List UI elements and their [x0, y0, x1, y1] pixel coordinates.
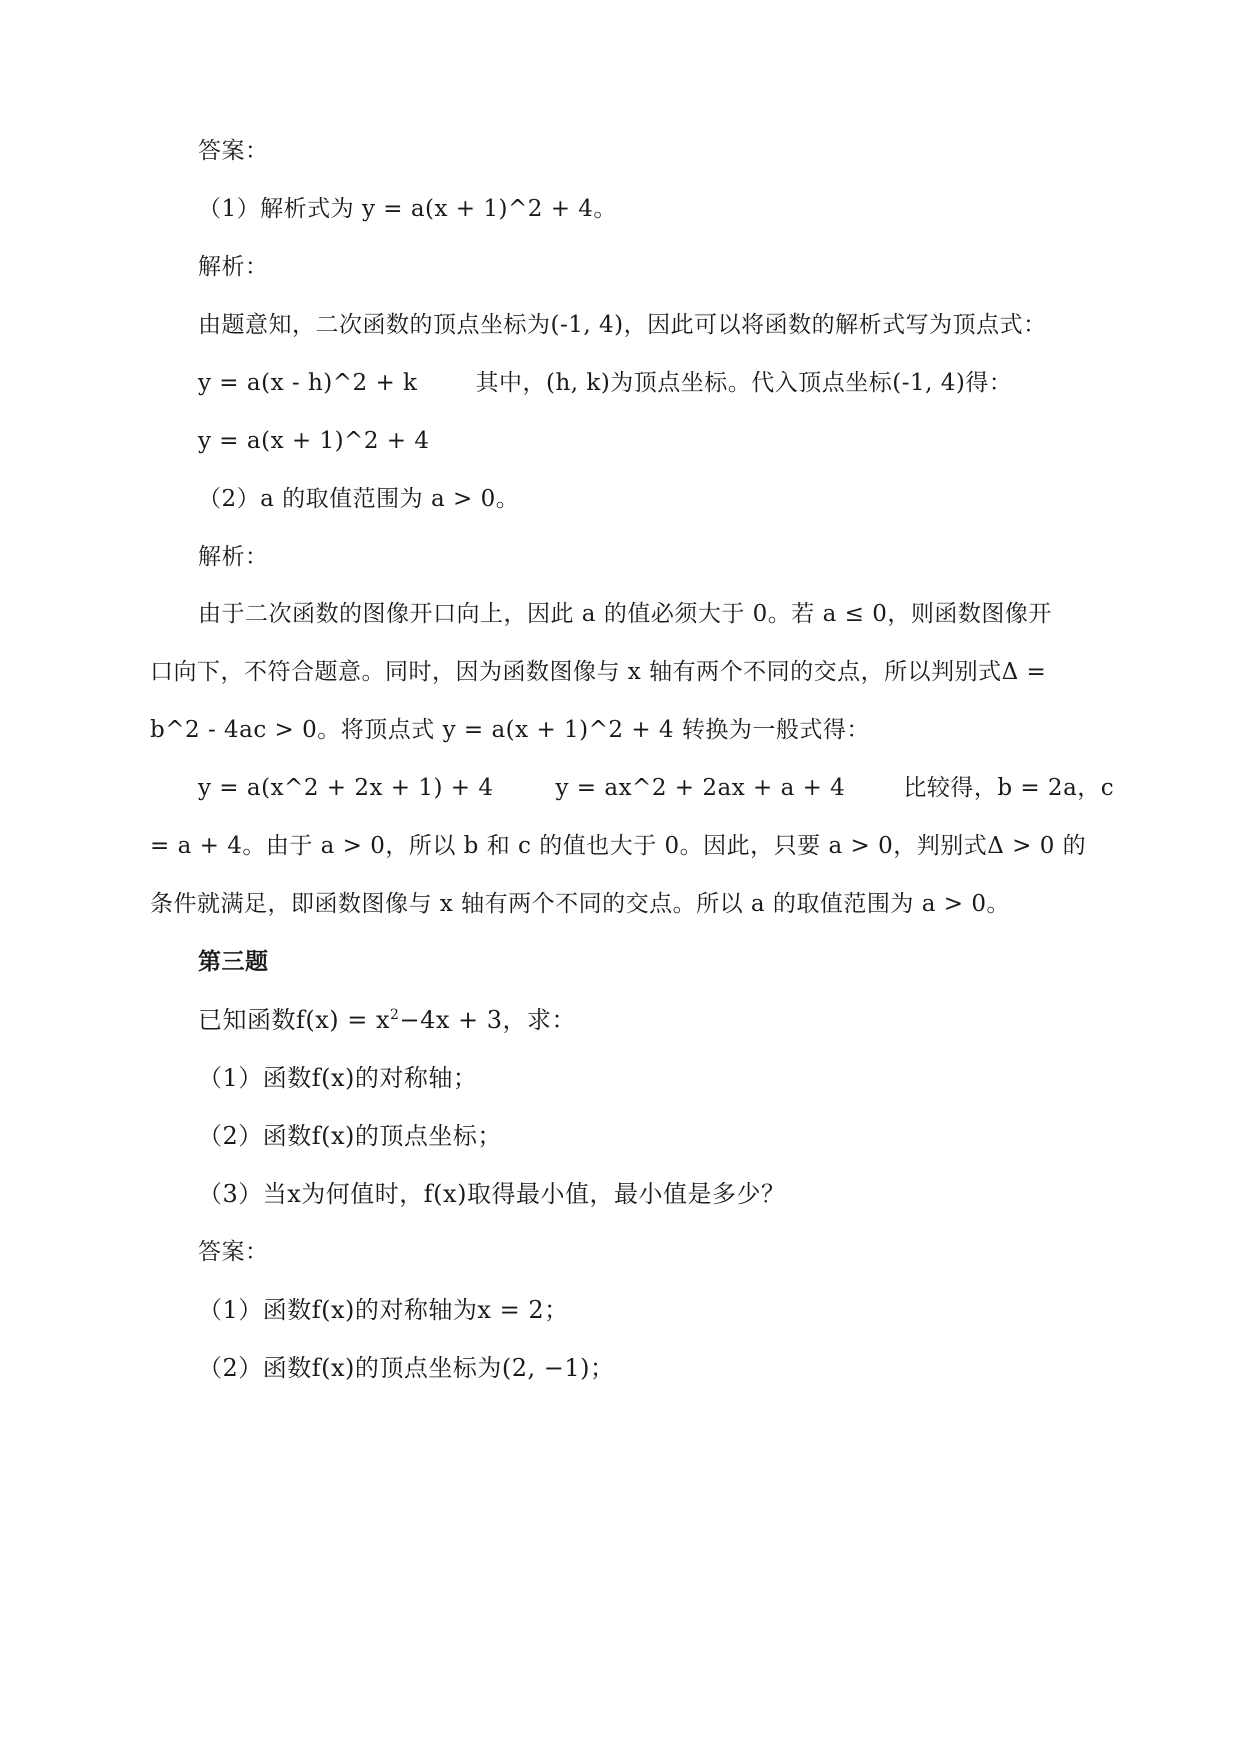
expanded-formula: y = a(x^2 + 2x + 1) + 4	[198, 775, 494, 801]
analysis-paragraph-2-line-1: 由于二次函数的图像开口向上，因此 a 的值必须大于 0。若 a ≤ 0，则函数图像开	[198, 601, 1052, 627]
question-3-stem	[198, 1005, 576, 1035]
analysis-label-2: 解析：	[198, 544, 269, 570]
analysis-paragraph-2-line-3: b^2 - 4ac > 0。将顶点式 y = a(x + 1)^2 + 4 转换为一般式得：	[150, 717, 870, 743]
answer-label-3: 答案：	[198, 1239, 269, 1265]
analysis-paragraph-2-line-2: 口向下，不符合题意。同时，因为函数图像与 x 轴有两个不同的交点，所以判别式Δ =	[150, 659, 1047, 685]
analysis-paragraph-1: 由题意知，二次函数的顶点坐标为(-1, 4)，因此可以将函数的解析式写为顶点式：	[198, 312, 1047, 338]
question-3-heading: 第三题	[198, 949, 269, 975]
answer-label: 答案：	[198, 138, 269, 164]
question-3-part-3: （3）当x为何值时，f(x)取得最小值，最小值是多少？	[198, 1180, 786, 1208]
analysis-paragraph-2-line-6: 条件就满足，即函数图像与 x 轴有两个不同的交点。所以 a 的取值范围为 a > 0。	[150, 891, 1010, 917]
answer-part-2: （2）a 的取值范围为 a > 0。	[198, 486, 520, 512]
vertex-form-line	[198, 368, 1012, 398]
question-3-stem-post: −4x + 3，求：	[399, 1006, 577, 1034]
answer-3-part-1: （1）函数f(x)的对称轴为x = 2；	[198, 1296, 569, 1324]
vertex-form-formula: y = a(x - h)^2 + k	[198, 370, 418, 396]
question-3-part-1: （1）函数f(x)的对称轴；	[198, 1064, 478, 1092]
question-3-part-2: （2）函数f(x)的顶点坐标；	[198, 1122, 502, 1150]
general-formula: y = ax^2 + 2ax + a + 4	[555, 775, 846, 801]
general-form-line	[198, 773, 1114, 803]
substituted-formula: y = a(x + 1)^2 + 4	[198, 428, 430, 454]
vertex-form-note: 其中，(h, k)为顶点坐标。代入顶点坐标(-1, 4)得：	[475, 370, 1013, 396]
question-3-stem-pre: 已知函数f(x) = x	[198, 1006, 391, 1034]
analysis-label: 解析：	[198, 254, 269, 280]
comparison-text: 比较得，b = 2a，c	[903, 775, 1115, 801]
answer-part-1: （1）解析式为 y = a(x + 1)^2 + 4。	[198, 196, 617, 222]
exponent: 2	[390, 1007, 400, 1023]
answer-3-part-2: （2）函数f(x)的顶点坐标为(2, −1)；	[198, 1354, 615, 1382]
analysis-paragraph-2-line-5: = a + 4。由于 a > 0，所以 b 和 c 的值也大于 0。因此，只要 a > 0，判别式Δ > 0 的	[150, 833, 1087, 859]
